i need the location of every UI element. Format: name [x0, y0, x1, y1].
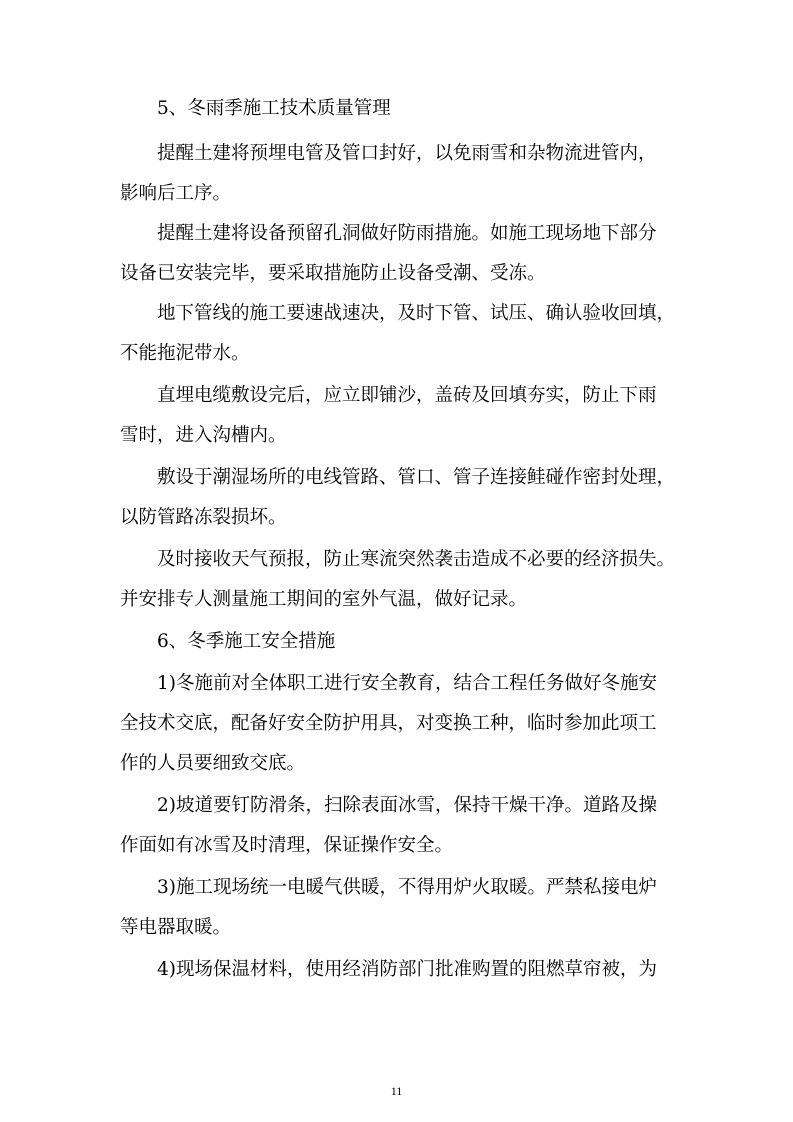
paragraph-line: 以防管路冻裂损坏。 — [120, 507, 287, 528]
paragraph-line: 设备已安装完毕，要采取措施防止设备受潮、受冻。 — [120, 263, 546, 284]
paragraph-line: 敷设于潮湿场所的电线管路、管口、管子连接鲑碰作密封处理， — [157, 467, 676, 488]
paragraph-line: 并安排专人测量施工期间的室外气温，做好记录。 — [120, 589, 528, 610]
list-item-2-line: 作面如有冰雪及时清理，保证操作安全。 — [120, 835, 454, 856]
paragraph-line: 地下管线的施工要速战速决，及时下管、试压、确认验收回填， — [157, 303, 676, 324]
paragraph-line: 及时接收天气预报，防止寒流突然袭击造成不必要的经济损失。 — [157, 549, 676, 570]
paragraph-line: 影响后工序。 — [120, 183, 232, 204]
paragraph-line: 雪时，进入沟槽内。 — [120, 425, 287, 446]
list-item-3-line: 等电器取暖。 — [120, 917, 232, 938]
list-item-3-line: 3)施工现场统一电暖气供暖，不得用炉火取暖。严禁私接电炉 — [157, 877, 657, 898]
paragraph-line: 直埋电缆敷设完后，应立即铺沙，盖砖及回填夯实，防止下雨 — [157, 385, 657, 406]
paragraph-line: 提醒土建将预埋电管及管口封好，以免雨雪和杂物流进管内， — [157, 143, 657, 164]
list-item-1-line: 全技术交底，配备好安全防护用具，对变换工种，临时参加此项工 — [120, 713, 657, 734]
section-heading-5: 5、冬雨季施工技术质量管理 — [157, 98, 391, 119]
section-heading-6: 6、冬季施工安全措施 — [157, 631, 336, 652]
paragraph-line: 提醒土建将设备预留孔洞做好防雨措施。如施工现场地下部分 — [157, 223, 657, 244]
list-item-2-line: 2)坡道要钉防滑条，扫除表面冰雪，保持干燥干净。道路及操 — [157, 795, 657, 816]
list-item-1-line: 作的人员要细致交底。 — [120, 753, 306, 774]
list-item-4-line: 4)现场保温材料，使用经消防部门批准购置的阻燃草帘被，为 — [157, 959, 657, 980]
page-number: 11 — [390, 1084, 403, 1098]
paragraph-line: 不能拖泥带水。 — [120, 343, 250, 364]
list-item-1-line: 1)冬施前对全体职工进行安全教育，结合工程任务做好冬施安 — [157, 673, 657, 694]
